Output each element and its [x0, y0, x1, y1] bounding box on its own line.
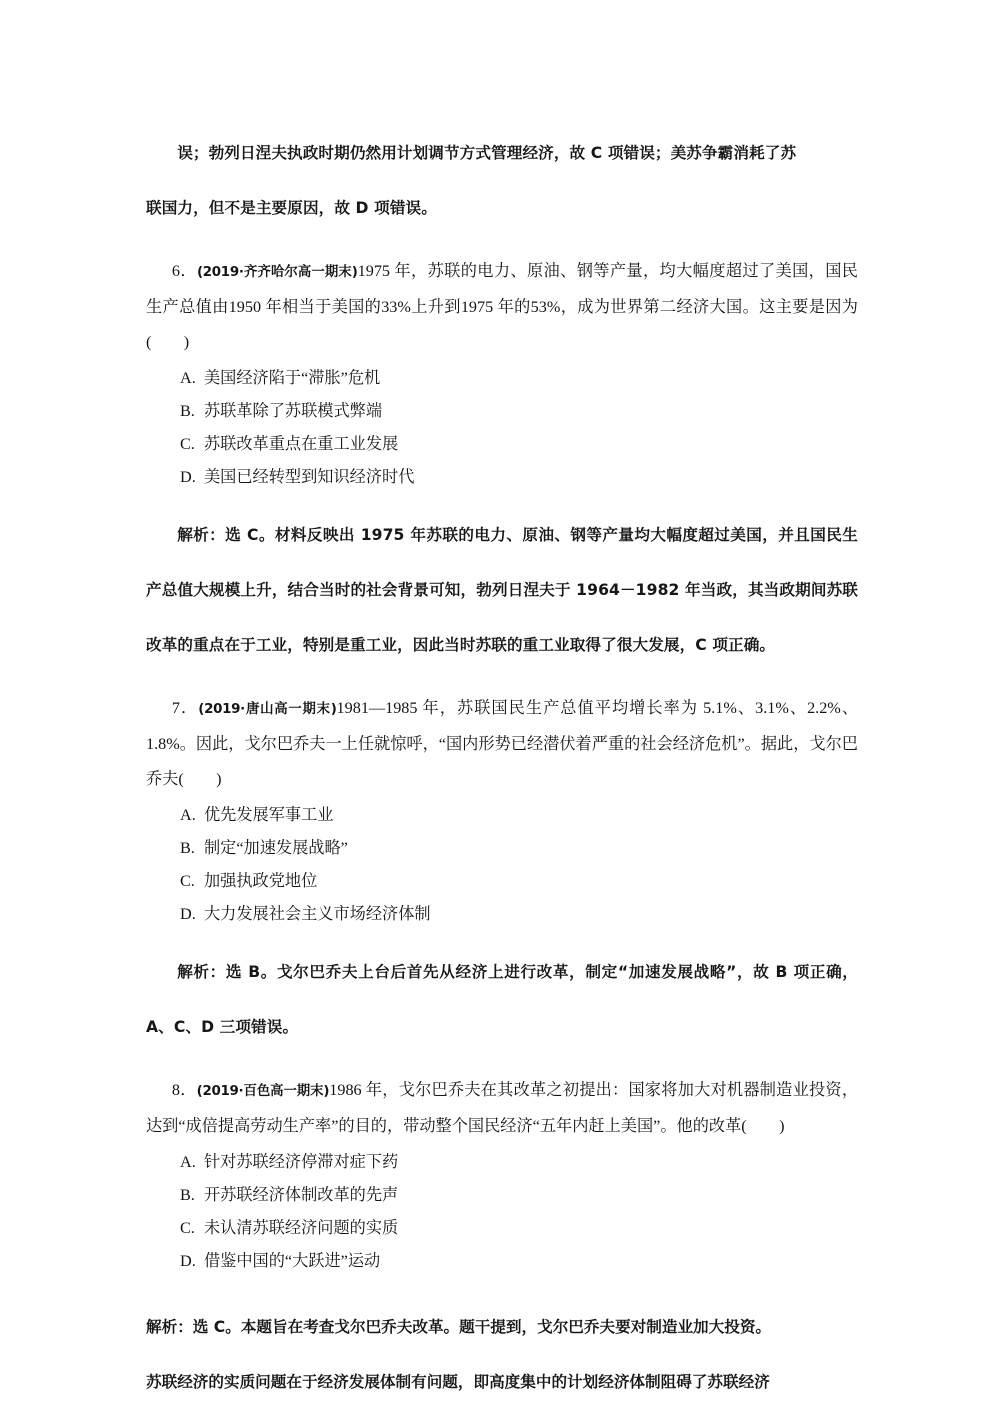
option-text-8-c: 未认清苏联经济问题的实质 — [204, 1219, 399, 1237]
options-list-8 — [146, 1146, 858, 1278]
option-text-7-a: 优先发展军事工业 — [204, 806, 334, 824]
question-stem-6 — [146, 254, 858, 360]
option-label-7-b: B. — [180, 839, 195, 857]
option-8-a[interactable] — [146, 1146, 858, 1179]
option-label-8-a: A. — [180, 1153, 196, 1171]
option-text-8-b: 开苏联经济体制改革的先声 — [204, 1186, 399, 1204]
option-7-b[interactable] — [146, 832, 858, 865]
option-8-c[interactable] — [146, 1212, 858, 1245]
option-text-6-a: 美国经济陷于“滞胀”危机 — [204, 369, 381, 387]
question-source-8: (2019·百色高一期末) — [196, 1084, 330, 1099]
option-label-8-d: D. — [180, 1252, 196, 1270]
option-text-6-c: 苏联改革重点在重工业发展 — [204, 435, 399, 453]
top-analysis-line-1: 误；勃列日涅夫执政时期仍然用计划调节方式管理经济，故 C 项错误；美苏争霸消耗了苏 — [177, 144, 797, 162]
option-8-b[interactable] — [146, 1179, 858, 1212]
option-6-a[interactable] — [146, 362, 858, 395]
option-6-d[interactable] — [146, 461, 858, 494]
question-source-6: (2019·齐齐哈尔高一期末) — [196, 265, 358, 280]
explanation-6: 解析：选 C。材料反映出 1975 年苏联的电力、原油、钢等产量均大幅度超过美国，并且国民生产总值大规模上升，结合当时的社会背景可知，勃列日涅夫于 1964－1982 年当政，其当政期间苏联改革的重点在于工业，特别是重工业，因此当时苏联的重工业取得了很大发展，C 项正确。 — [146, 526, 858, 654]
option-text-8-a: 针对苏联经济停滞对症下药 — [204, 1153, 399, 1171]
question-source-7: (2019·唐山高一期末) — [198, 702, 337, 717]
question-block-7 — [146, 691, 858, 1055]
option-text-7-d: 大力发展社会主义市场经济体制 — [204, 905, 431, 923]
page-content — [146, 126, 858, 1410]
question-block-6 — [146, 254, 858, 673]
question-number-6: 6． — [171, 262, 197, 280]
question-text-6: 1975 年，苏联的电力、原油、钢等产量，均大幅度超过了美国，国民生产总值由1950 年相当于美国的33%上升到1975 年的53%，成为世界第二经济大国。这主要是因为( ) — [146, 262, 858, 351]
bottom-analysis-line-2: 苏联经济的实质问题在于经济发展体制有问题，即高度集中的计划经济体制阻碍了苏联经济 — [146, 1373, 770, 1391]
option-label-6-d: D. — [180, 468, 196, 486]
option-7-d[interactable] — [146, 898, 858, 931]
option-label-8-c: C. — [180, 1219, 195, 1237]
option-label-7-d: D. — [180, 905, 196, 923]
question-number-7: 7． — [171, 699, 199, 717]
option-label-6-c: C. — [180, 435, 195, 453]
question-stem-8 — [146, 1073, 858, 1144]
option-text-8-d: 借鉴中国的“大跃进”运动 — [204, 1252, 381, 1270]
option-text-6-b: 苏联革除了苏联模式弊端 — [204, 402, 383, 420]
top-analysis-line-2: 联国力，但不是主要原因，故 D 项错误。 — [146, 199, 437, 217]
options-list-7 — [146, 799, 858, 931]
option-7-c[interactable] — [146, 865, 858, 898]
option-6-c[interactable] — [146, 428, 858, 461]
option-6-b[interactable] — [146, 395, 858, 428]
option-label-7-a: A. — [180, 806, 196, 824]
bottom-analysis-line-1: 解析：选 C。本题旨在考查戈尔巴乔夫改革。题干提到，戈尔巴乔夫要对制造业加大投资。 — [146, 1318, 772, 1336]
option-label-6-b: B. — [180, 402, 195, 420]
option-text-7-b: 制定“加速发展战略” — [204, 839, 348, 857]
option-text-7-c: 加强执政党地位 — [204, 872, 318, 890]
option-label-6-a: A. — [180, 369, 196, 387]
bottom-analysis-block — [146, 1300, 858, 1410]
question-text-8: 1986 年，戈尔巴乔夫在其改革之初提出：国家将加大对机器制造业投资，达到“成倍提高劳动生产率”的目的，带动整个国民经济“五年内赶上美国”。他的改革( ) — [146, 1081, 859, 1135]
question-block-8 — [146, 1073, 858, 1278]
explanation-7: 解析：选 B。戈尔巴乔夫上台后首先从经济上进行改革，制定“加速发展战略”，故 B 项正确，A、C、D 三项错误。 — [146, 963, 858, 1036]
options-list-6 — [146, 362, 858, 494]
question-number-8: 8． — [171, 1081, 197, 1099]
option-8-d[interactable] — [146, 1245, 858, 1278]
option-text-6-d: 美国已经转型到知识经济时代 — [204, 468, 415, 486]
question-text-7: 1981—1985 年，苏联国民生产总值平均增长率为 5.1%、3.1%、2.2%、1.8%。因此，戈尔巴乔夫一上任就惊呼，“国内形势已经潜伏着严重的社会经济危机”。据此，戈尔巴乔夫( ) — [146, 699, 859, 788]
question-stem-7 — [146, 691, 858, 797]
option-label-7-c: C. — [180, 872, 195, 890]
option-label-8-b: B. — [180, 1186, 195, 1204]
option-7-a[interactable] — [146, 799, 858, 832]
